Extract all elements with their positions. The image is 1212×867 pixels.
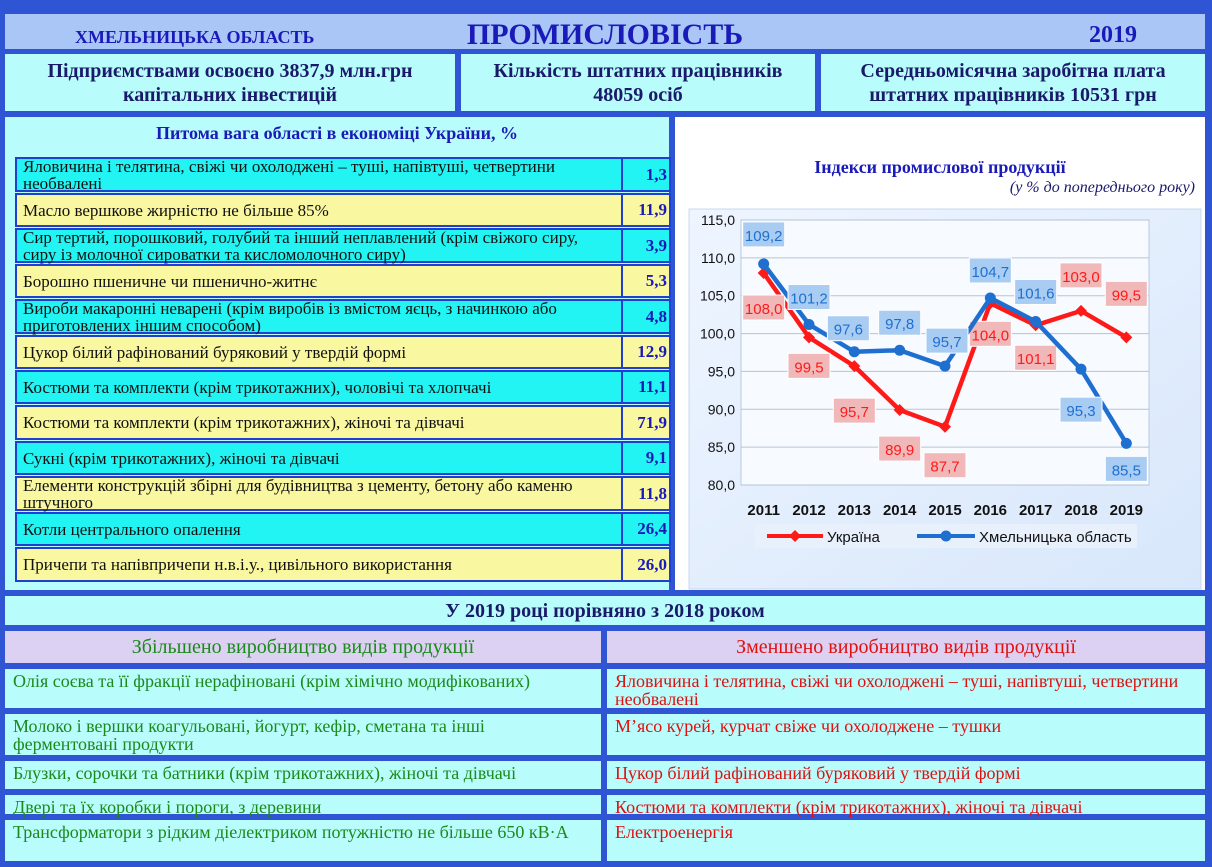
data-point bbox=[1030, 316, 1041, 327]
share-row bbox=[15, 476, 671, 511]
share-row-value: 4,8 bbox=[645, 306, 667, 326]
share-row bbox=[15, 405, 671, 440]
data-point bbox=[940, 361, 951, 372]
stat-employees: Кількість штатних працівників 48059 осіб bbox=[459, 52, 817, 113]
share-row-label: Сукні (крім трикотажних), жіночі та дівчачі bbox=[17, 443, 623, 473]
increased-item: Трансформатори з рідким діелектриком потужністю не більше 650 кВ·А bbox=[3, 818, 603, 863]
y-tick-label: 85,0 bbox=[707, 439, 735, 456]
decreased-item: М’ясо курей, курчат свіже чи охолоджене – тушки bbox=[605, 712, 1207, 757]
share-row-value: 5,3 bbox=[645, 271, 667, 290]
x-tick-label: 2018 bbox=[1064, 502, 1098, 519]
data-point bbox=[1121, 438, 1132, 449]
y-tick-label: 100,0 bbox=[699, 325, 735, 342]
chart-subtitle: (у % до попереднього року) bbox=[1009, 179, 1195, 196]
share-row bbox=[15, 441, 671, 475]
increased-item: Блузки, сорочки та батники (крім трикотажних), жіночі та дівчачі bbox=[3, 759, 603, 791]
data-label: 97,6 bbox=[833, 321, 863, 339]
data-label: 87,7 bbox=[930, 458, 960, 476]
increased-list bbox=[3, 667, 603, 865]
share-panel bbox=[3, 115, 671, 592]
share-row-value: 11,1 bbox=[638, 377, 667, 396]
compare-title: У 2019 році порівняно з 2018 роком bbox=[3, 594, 1207, 627]
data-label: 109,2 bbox=[744, 227, 783, 245]
chart-title: Індекси промислової продукції bbox=[814, 157, 1066, 177]
data-label: 85,5 bbox=[1111, 462, 1141, 480]
y-tick-label: 80,0 bbox=[707, 477, 735, 493]
legend-label-region: Хмельницька область bbox=[979, 529, 1132, 546]
share-row bbox=[15, 335, 671, 369]
decreased-item: Електроенергія bbox=[605, 818, 1207, 863]
page-title: ПРОМИСЛОВІСТЬ bbox=[466, 18, 744, 51]
legend-label-ukraine: Україна bbox=[827, 529, 880, 546]
data-point bbox=[758, 258, 769, 269]
y-tick-label: 90,0 bbox=[707, 401, 735, 418]
increased-item: Молоко і вершки коагульовані, йогурт, кефір, сметана та інші ферментовані продукти bbox=[3, 712, 603, 757]
data-label: 108,0 bbox=[744, 301, 783, 318]
y-tick-label: 105,0 bbox=[699, 287, 735, 304]
chart-panel bbox=[673, 115, 1207, 592]
share-row bbox=[15, 157, 671, 192]
share-row-value: 12,9 bbox=[637, 342, 667, 361]
stat-salary: Середньомісячна заробітна плата штатних працівників 10531 грн bbox=[819, 52, 1207, 113]
share-row bbox=[15, 264, 671, 298]
x-tick-label: 2013 bbox=[837, 502, 872, 519]
share-row-label: Котли центрального опалення bbox=[17, 514, 623, 544]
increased-item: Олія соєва та її фракції нерафіновані (крім хімічно модифікованих) bbox=[3, 667, 603, 710]
share-row-value: 3,9 bbox=[645, 235, 667, 255]
increased-header: Збільшено виробництво видів продукції bbox=[3, 629, 603, 665]
header-bar bbox=[3, 12, 1207, 51]
x-tick-label: 2011 bbox=[747, 502, 780, 519]
data-label: 95,7 bbox=[839, 404, 869, 422]
share-row-value: 26,0 bbox=[637, 554, 667, 574]
share-row-label: Борошно пшеничне чи пшенично-житнє bbox=[17, 266, 623, 296]
share-row-label: Цукор білий рафінований буряковий у твердій формі bbox=[17, 337, 623, 367]
legend-marker bbox=[941, 531, 952, 542]
share-row-label: Костюми та комплекти (крім трикотажних), чоловічі та хлопчачі bbox=[17, 372, 623, 402]
share-row bbox=[15, 370, 671, 404]
decreased-list bbox=[605, 667, 1207, 865]
data-point bbox=[804, 319, 815, 330]
x-tick-label: 2012 bbox=[792, 502, 826, 519]
share-row-value: 9,1 bbox=[645, 448, 667, 467]
share-row-label: Елементи конструкцій збірні для будівництва з цементу, бетону або каменю штучного bbox=[17, 478, 623, 509]
y-tick-label: 110,0 bbox=[701, 249, 735, 266]
data-label: 97,8 bbox=[885, 316, 915, 334]
share-row-label: Вироби макаронні неварені (крім виробів із вмістом яєць, з начинкою або приготовлених іншим способом) bbox=[17, 301, 623, 332]
data-label: 89,9 bbox=[885, 442, 915, 460]
data-point bbox=[849, 346, 860, 357]
data-label: 104,0 bbox=[971, 327, 1010, 345]
share-title: Питома вага області в економіці України, % bbox=[155, 123, 518, 143]
data-label: 104,7 bbox=[971, 263, 1010, 281]
x-tick-label: 2016 bbox=[973, 502, 1008, 519]
data-label: 95,7 bbox=[932, 334, 962, 352]
decreased-item: Яловичина і телятина, свіжі чи охолоджені – туші, напівтуші, четвертини необвалені bbox=[605, 667, 1207, 710]
share-row-value: 26,4 bbox=[637, 519, 667, 538]
y-tick-label: 115,0 bbox=[701, 212, 735, 228]
increased-item: Двері та їх коробки і пороги, з деревини bbox=[3, 793, 603, 816]
share-row bbox=[15, 547, 671, 582]
share-row bbox=[15, 193, 671, 227]
share-row-label: Яловичина і телятина, свіжі чи охолоджені – туші, напівтуші, четвертини необвалені bbox=[17, 159, 623, 190]
decreased-item: Цукор білий рафінований буряковий у твердій формі bbox=[605, 759, 1207, 791]
decreased-item: Костюми та комплекти (крім трикотажних), жіночі та дівчачі bbox=[605, 793, 1207, 816]
x-tick-label: 2017 bbox=[1018, 502, 1053, 519]
share-row-label: Сир тертий, порошковий, голубий та інший неплавлений (крім свіжого сиру, сиру із молочної сироватки та кисломолочного сиру) bbox=[17, 230, 623, 261]
data-label: 99,5 bbox=[794, 359, 824, 377]
share-row bbox=[15, 299, 671, 334]
share-row-value: 71,9 bbox=[637, 412, 667, 432]
share-row bbox=[15, 512, 671, 546]
region-name: ХМЕЛЬНИЦЬКА ОБЛАСТЬ bbox=[75, 27, 315, 47]
data-label: 95,3 bbox=[1066, 403, 1096, 421]
data-point bbox=[985, 292, 996, 303]
share-row-value: 1,3 bbox=[645, 164, 667, 184]
data-label: 99,5 bbox=[1111, 287, 1141, 305]
report-year: 2019 bbox=[1089, 22, 1137, 48]
data-label: 101,6 bbox=[1016, 285, 1055, 303]
decreased-header: Зменшено виробництво видів продукції bbox=[605, 629, 1207, 665]
share-row-value: 11,8 bbox=[638, 483, 667, 503]
data-label: 101,1 bbox=[1016, 351, 1055, 369]
x-tick-label: 2019 bbox=[1109, 502, 1144, 519]
share-table bbox=[15, 157, 671, 583]
share-row-label: Костюми та комплекти (крім трикотажних), жіночі та дівчачі bbox=[17, 407, 623, 438]
data-label: 101,2 bbox=[790, 290, 828, 308]
x-tick-label: 2015 bbox=[928, 502, 962, 519]
share-row bbox=[15, 228, 671, 263]
data-label: 103,0 bbox=[1062, 268, 1100, 286]
data-point bbox=[894, 345, 905, 356]
y-tick-label: 95,0 bbox=[707, 363, 735, 380]
share-row-label: Масло вершкове жирністю не більше 85% bbox=[17, 195, 623, 225]
stat-investments: Підприємствами освоєно 3837,9 млн.грн капітальних інвестицій bbox=[3, 52, 457, 113]
x-tick-label: 2014 bbox=[882, 502, 917, 519]
share-row-label: Причепи та напівпричепи н.в.і.у., цивільного використання bbox=[17, 549, 623, 580]
data-point bbox=[1076, 364, 1087, 375]
share-row-value: 11,9 bbox=[638, 200, 667, 219]
